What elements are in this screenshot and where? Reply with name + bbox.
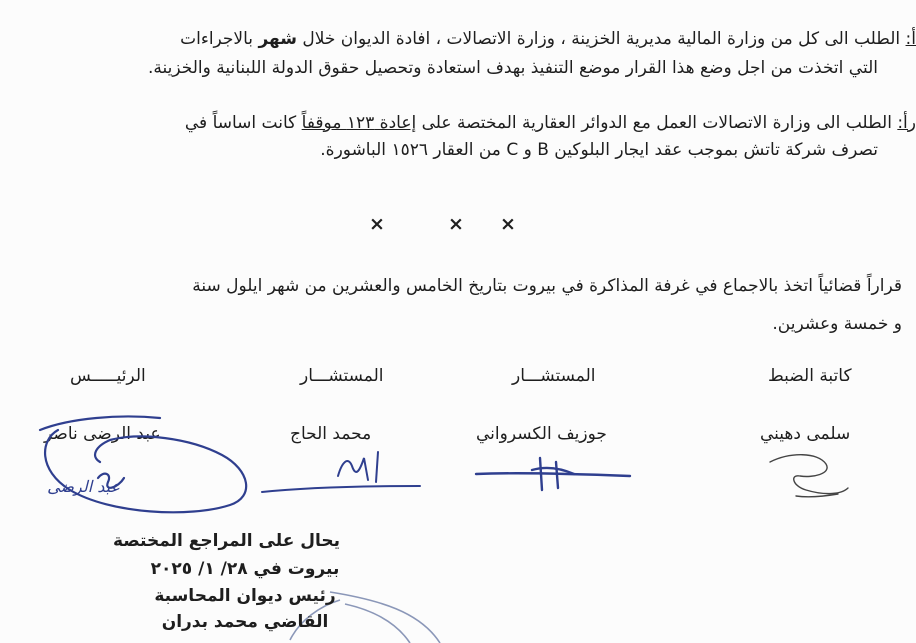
counselor2-signature	[476, 458, 630, 490]
name-clerk: سلمى دهيني	[760, 424, 851, 444]
separator-mark: ×	[369, 213, 385, 235]
decision-line1: قراراً قضائياً اتخذ بالاجماع في غرفة المذاكرة في بيروت بتاريخ الخامس والعشرين من شهر ايلول سنة	[192, 276, 902, 296]
item2-underlined-positions: إعادة ١٢٣ موقفاً	[301, 113, 417, 133]
name-counselor-2: جوزيف الكسرواني	[476, 424, 607, 444]
item1-line2: التي اتخذت من اجل وضع هذا القرار موضع التنفيذ بهدف استعادة وتحصيل حقوق الدولة اللبنانية والخزينة.	[147, 58, 878, 78]
item2-text-b: كانت اساساً في	[184, 113, 302, 133]
item2-line2: تصرف شركة تاتش بموجب عقد ايجار البلوكين B و C من العقار ١٥٢٦ الباشورة.	[320, 140, 878, 160]
role-counselor-2: المستشـــار	[512, 366, 596, 386]
counselor1-signature	[262, 452, 420, 492]
president-signature-handwriting: عبد الرضى	[47, 477, 120, 496]
item1-bold-month: شهر	[258, 29, 297, 49]
stamp-date: بيروت في ٢٨/ ١/ ٢٠٢٥	[150, 559, 340, 579]
item1-text-a: الطلب الى كل من وزارة المالية مديرية الخزينة ، وزارة الاتصالات ، افادة الديوان خلال	[296, 29, 906, 49]
clerk-signature	[770, 455, 848, 497]
separator-mark: ×	[500, 213, 516, 235]
name-counselor-1: محمد الحاج	[290, 424, 372, 444]
item2-prefix: رأ:	[897, 113, 916, 133]
item1-text-b: بالاجراءات	[180, 29, 259, 49]
decision-line2: و خمسة وعشرين.	[772, 314, 902, 334]
role-counselor-1: المستشـــار	[300, 366, 384, 386]
item1-prefix: أ:	[905, 29, 916, 49]
stamp-judge-name: القاضي محمد بدران	[161, 612, 329, 632]
role-president: الرئيـــــس	[70, 366, 146, 386]
role-clerk: كاتبة الضبط	[768, 366, 852, 386]
name-president: عبد الرضى ناصر	[44, 424, 161, 444]
separator-mark: ×	[448, 213, 464, 235]
president-signature	[40, 417, 246, 513]
item2-text-a: الطلب الى وزارة الاتصالات العمل مع الدوائر العقارية المختصة على	[416, 113, 898, 133]
stamp-title: رئيس ديوان المحاسبة	[154, 586, 336, 606]
stamp-referral: يحال على المراجع المختصة	[112, 531, 340, 551]
